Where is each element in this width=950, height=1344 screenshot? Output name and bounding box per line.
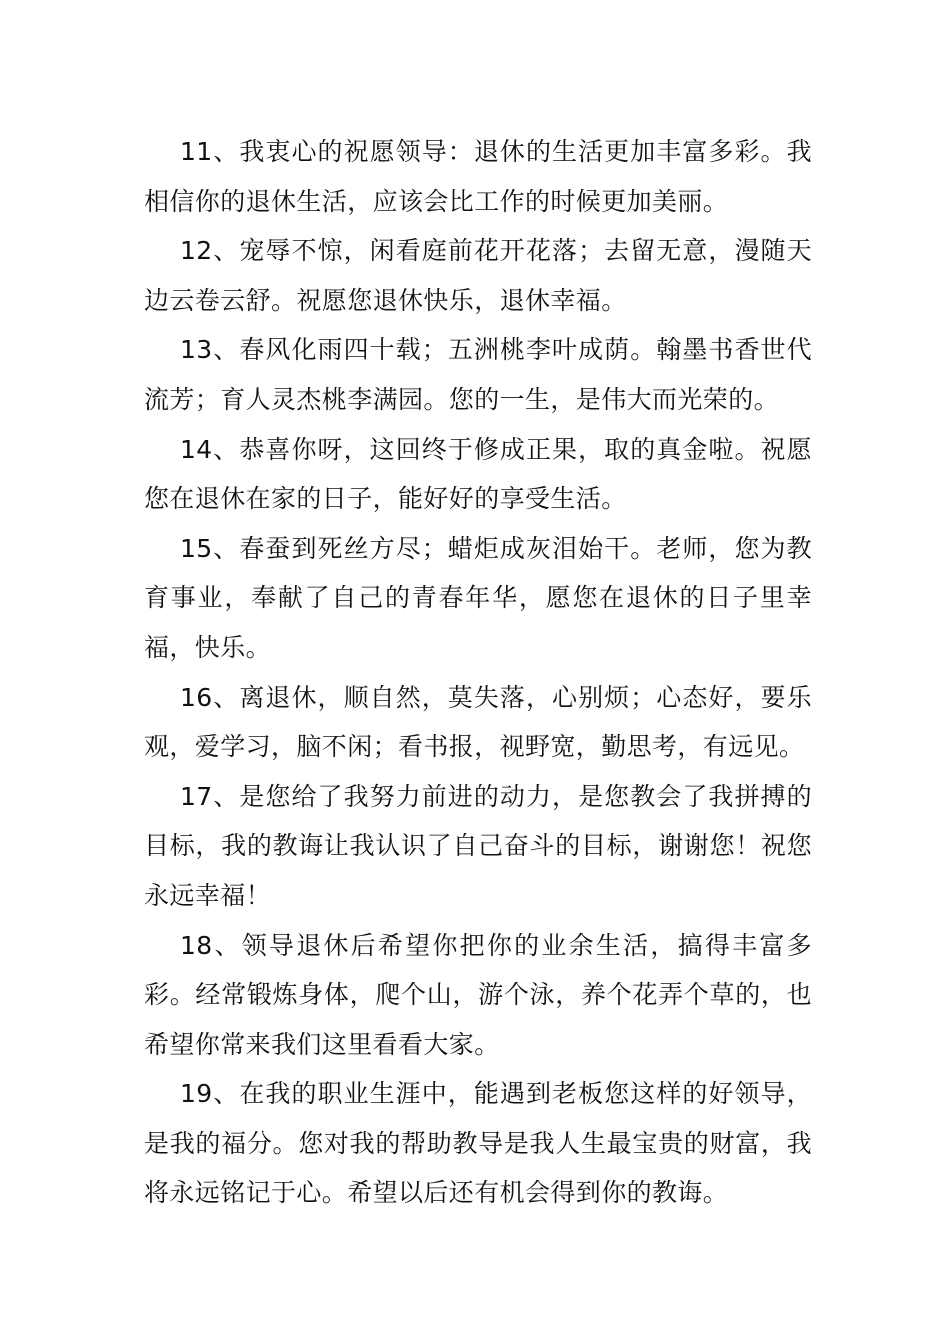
paragraph-11: 11、我衷心的祝愿领导：退休的生活更加丰富多彩。我相信你的退休生活，应该会比工作的时候更加美丽。: [144, 137, 812, 216]
paragraph-16: 16、离退休，顺自然，莫失落，心别烦；心态好，要乐观，爱学习，脑不闲；看书报，视野宽，勤思考，有远见。: [144, 682, 812, 762]
paragraph-15: 15、春蚕到死丝方尽；蜡炬成灰泪始干。老师，您为教育事业，奉献了自己的青春年华，愿您在退休的日子里幸福，快乐。: [144, 533, 812, 662]
paragraph-19: 19、在我的职业生涯中，能遇到老板您这样的好领导，是我的福分。您对我的帮助教导是我人生最宝贵的财富，我将永远铭记于心。希望以后还有机会得到你的教诲。: [144, 1079, 812, 1208]
paragraph-13: 13、春风化雨四十载；五洲桃李叶成荫。翰墨书香世代流芳；育人灵杰桃李满园。您的一生，是伟大而光荣的。: [144, 335, 812, 414]
paragraph-14: 14、恭喜你呀，这回终于修成正果，取的真金啦。祝愿您在退休在家的日子，能好好的享受生活。: [144, 434, 812, 514]
paragraph-17: 17、是您给了我努力前进的动力，是您教会了我拼搏的目标，我的教诲让我认识了自己奋斗的目标，谢谢您！祝您永远幸福！: [144, 781, 812, 910]
paragraph-12: 12、宠辱不惊，闲看庭前花开花落；去留无意，漫随天边云卷云舒。祝愿您退休快乐，退休幸福。: [144, 236, 812, 315]
document-body: [144, 127, 812, 1218]
paragraph-18: 18、领导退休后希望你把你的业余生活，搞得丰富多彩。经常锻炼身体，爬个山，游个泳，养个花弄个草的，也希望你常来我们这里看看大家。: [144, 930, 812, 1059]
